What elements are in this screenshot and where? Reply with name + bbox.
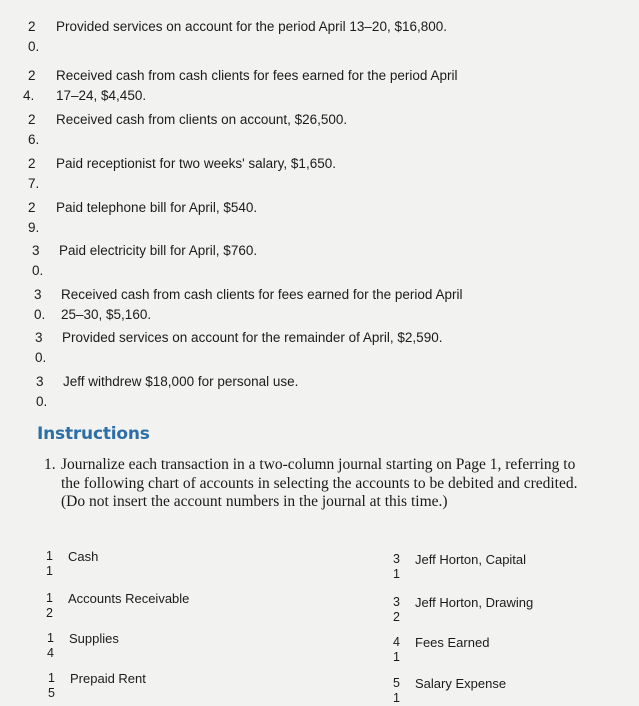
transaction-date: 2 9. [28, 200, 40, 235]
account-number: 3 2 [393, 595, 400, 624]
account-name: Jeff Horton, Drawing [415, 595, 534, 610]
account-number: 1 2 [46, 591, 53, 620]
transaction-date: 3 0. [34, 287, 46, 322]
transaction-description: Provided services on account for the remainder of April, $2,590. [62, 330, 443, 345]
account-number: 1 4 [47, 631, 54, 660]
transaction-description: Paid telephone bill for April, $540. [56, 200, 258, 215]
transaction-date: 2 7. [28, 156, 40, 191]
instructions-heading: Instructions [37, 424, 150, 444]
transaction-description: Paid receptionist for two weeks' salary, $1,650. [56, 156, 336, 171]
account-name: Jeff Horton, Capital [415, 552, 527, 567]
account-name: Accounts Receivable [68, 591, 190, 606]
instruction-text: Journalize each transaction in a two-column journal starting on Page 1, referring to the following chart of accounts in selecting the accounts to be debited and credited. (Do not insert the account numbers in the journal at this time.) [61, 456, 578, 510]
instruction-item [44, 456, 589, 512]
transaction-date: 3 0. [35, 330, 47, 365]
account-number: 4 1 [393, 635, 400, 664]
transaction-date: 2 0. [28, 19, 40, 54]
transaction-date: 3 0. [32, 243, 44, 278]
account-name: Salary Expense [415, 676, 507, 691]
instruction-number: 1. [44, 456, 56, 473]
transaction-date: 2 4. [23, 68, 36, 103]
transaction-description: Received cash from cash clients for fees earned for the period April 17–24, $4,450. [56, 68, 458, 103]
account-name: Cash [68, 549, 99, 564]
transaction-date: 2 6. [28, 112, 40, 147]
transaction-date: 3 0. [36, 374, 48, 409]
transaction-description: Paid electricity bill for April, $760. [59, 243, 258, 258]
transaction-description: Jeff withdrew $18,000 for personal use. [63, 374, 299, 389]
account-number: 5 1 [393, 676, 400, 705]
transaction-description: Received cash from clients on account, $26,500. [56, 112, 348, 127]
account-name: Supplies [69, 631, 119, 646]
account-number: 1 5 [48, 671, 55, 700]
account-number: 1 1 [46, 549, 53, 578]
account-number: 3 1 [393, 552, 400, 581]
account-name: Fees Earned [415, 635, 490, 650]
account-name: Prepaid Rent [70, 671, 146, 686]
transaction-description: Received cash from cash clients for fees earned for the period April 25–30, $5,160. [61, 287, 463, 322]
transaction-description: Provided services on account for the period April 13–20, $16,800. [56, 19, 447, 34]
